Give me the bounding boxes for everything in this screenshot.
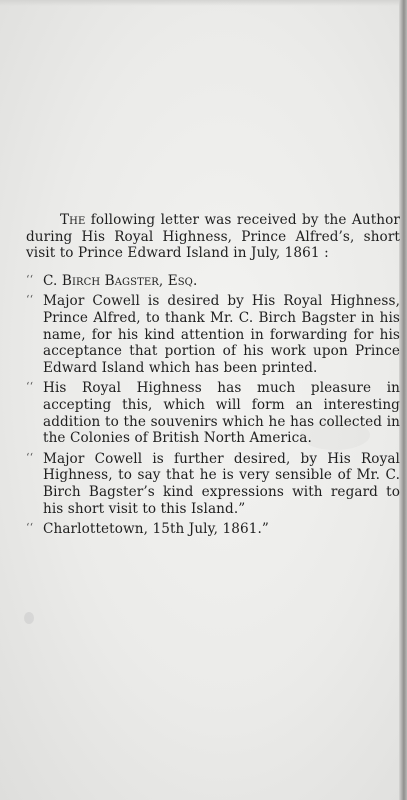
opening-quote-mark: ‘‘: [26, 380, 34, 394]
opening-quote-mark: ‘‘: [26, 293, 34, 307]
letter-paragraph-1: [26, 293, 400, 376]
letter-paragraph-2: [26, 380, 400, 446]
letter-paragraph-3: [26, 451, 400, 517]
intro-paragraph: [26, 212, 400, 262]
addressee-name: Birch Bagster, Esq.: [61, 272, 198, 289]
paragraph-text: His Royal Highness has much pleasure in accepting this, which will form an interesting addition to the souvenirs which he has collected in the Colonies of British North America.: [43, 380, 400, 447]
letter-addressee: [26, 273, 400, 290]
intro-text: following letter was received by the Author during His Royal Highness, Prince Alfred’s, short visit to Prince Edward Island in July, 1861 :: [26, 212, 400, 262]
opening-quote-mark: ‘‘: [26, 272, 34, 286]
closing-text: Charlottetown, 15th July, 1861.”: [43, 521, 269, 538]
paragraph-text: Major Cowell is further desired, by His Royal Highness, to say that he is very sensible of Mr. C. Birch Bagster’s kind expressions with regard to his short visit to this Island.”: [43, 450, 400, 517]
intro-first-word: The: [60, 212, 86, 228]
opening-quote-mark: ‘‘: [26, 521, 34, 535]
page-top-edge: [0, 0, 407, 6]
paper-stain: [24, 612, 34, 624]
letter-content: [26, 212, 400, 542]
addressee-initial: C.: [43, 272, 62, 289]
page-binding-edge: [399, 0, 407, 800]
opening-quote-mark: ‘‘: [26, 450, 34, 464]
letter-closing: [26, 521, 400, 538]
paragraph-text: Major Cowell is desired by His Royal Highness, Prince Alfred, to thank Mr. C. Birch Bagster in his name, for his kind attention in forwarding for his acceptance that portion of his work upon Prince Edward Island which has been printed.: [43, 293, 400, 376]
